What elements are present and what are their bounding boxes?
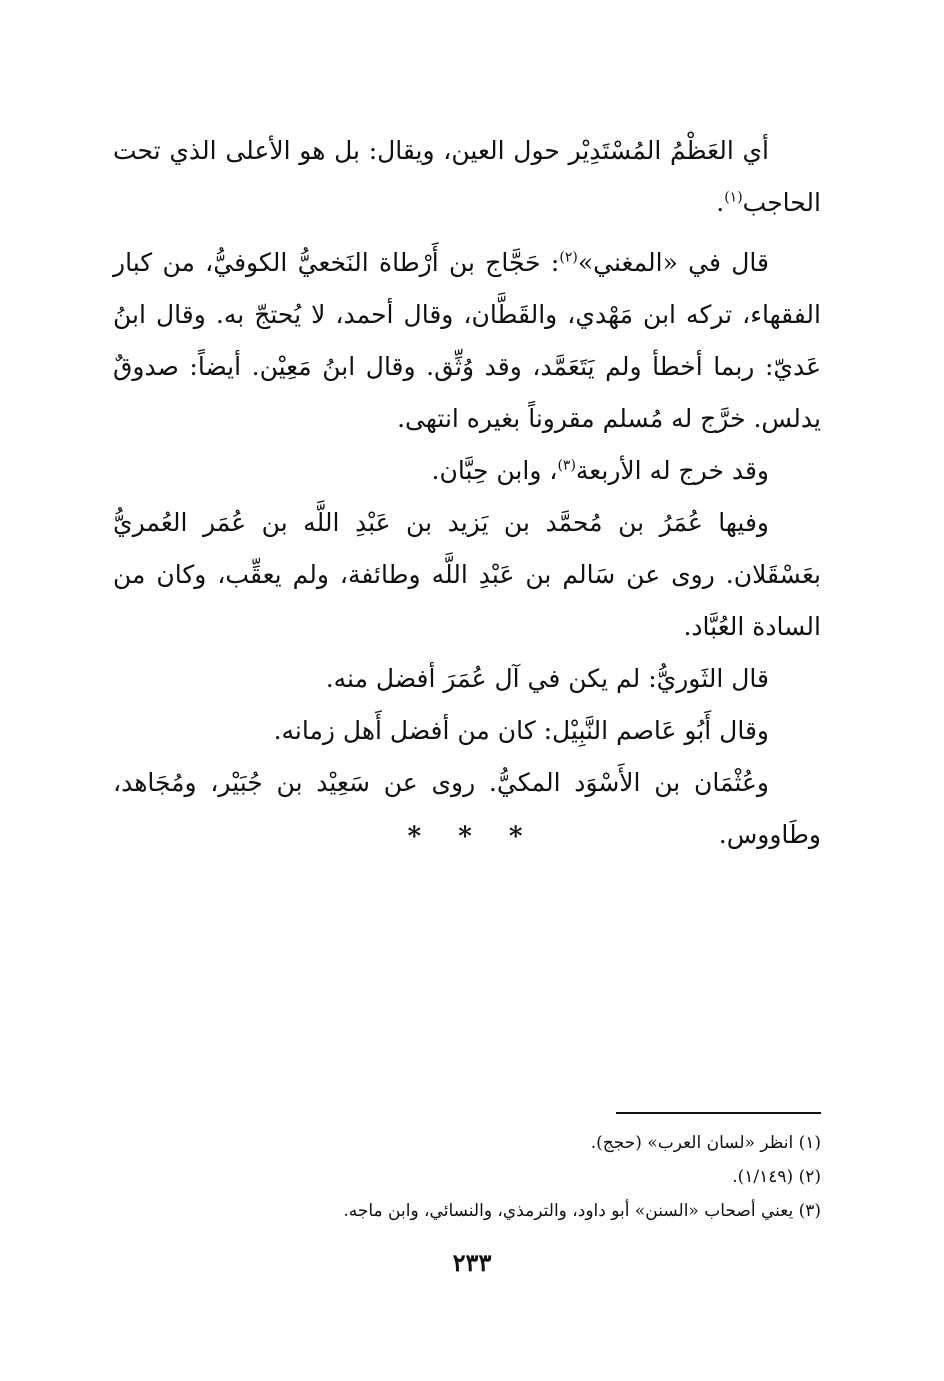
footnotes xyxy=(113,1126,821,1228)
footnote-1: (١) انظر «لسان العرب» (حجج). xyxy=(590,1133,821,1153)
section-separator: * * * xyxy=(407,822,537,852)
paragraph-6 xyxy=(113,705,821,757)
paragraph-2-text: : حَجَّاج بن أَرْطاة النَخعيُّ الكوفيُّ، من كبار الفقهاء، تركه ابن مَهْدي، والقَطَّان، وقال أحمد، لا يُحتجّ به. وقال ابنُ عَديّ: ربما أخطأ ولم يَتَعَمَّد، وقد وُثِّق. وقال ابنُ مَعِيْن. أيضاً: صدوقٌ يدلس. خرَّج له مُسلم مقروناً بغيره انتهى. xyxy=(113,248,821,433)
paragraph-2 xyxy=(113,237,821,445)
paragraph-2-lead: قال في «المغني» xyxy=(577,248,770,277)
paragraph-5 xyxy=(113,653,821,705)
footnote-3: (٣) يعني أصحاب «السنن» أبو داود، والترمذي، والنسائي، وابن ماجه. xyxy=(343,1201,821,1221)
footnote-marker-3: (٣) xyxy=(557,457,576,474)
footnote-2: (٢) (١/١٤٩). xyxy=(732,1167,821,1187)
paragraph-5-text: قال الثَوريُّ: لم يكن في آل عُمَرَ أفضل منه. xyxy=(325,664,769,693)
paragraph-4-text: وفيها عُمَرُ بن مُحمَّد بن يَزيد بن عَبْدِ اللَّه بن عُمَر العُمريُّ بعَسْقَلان. روى عن سَالم بن عَبْدِ اللَّه وطائفة، ولم يعقِّب، وكان من السادة العُبَّاد. xyxy=(113,508,821,641)
paragraph-1-text: أي العَظْمُ المُسْتَدِيْر حول العين، ويقال: بل هو الأعلى الذي تحت الحاجب xyxy=(113,136,821,217)
main-text xyxy=(113,125,821,861)
paragraph-3-lead: وقد خرج له الأربعة xyxy=(575,456,769,485)
footnote-divider xyxy=(616,1112,821,1114)
footnote-marker-2: (٢) xyxy=(559,249,578,266)
page-number: ٢٣٣ xyxy=(452,1248,492,1277)
paragraph-4 xyxy=(113,497,821,653)
footnote-marker-1: (١) xyxy=(724,189,743,206)
paragraph-7-text: وعُثْمَان بن الأَسْوَد المكيُّ. روى عن سَعِيْد بن جُبَيْر، ومُجَاهد، وطَاووس. xyxy=(113,768,821,849)
paragraph-3-text: ، وابن حِبَّان. xyxy=(431,456,558,485)
paragraph-1-tail: . xyxy=(716,188,725,217)
paragraph-6-text: وقال أَبُو عَاصم النَّبِيْل: كان من أفضل أَهل زمانه. xyxy=(273,716,769,745)
paragraph-3 xyxy=(113,445,821,497)
paragraph-1 xyxy=(113,125,821,229)
